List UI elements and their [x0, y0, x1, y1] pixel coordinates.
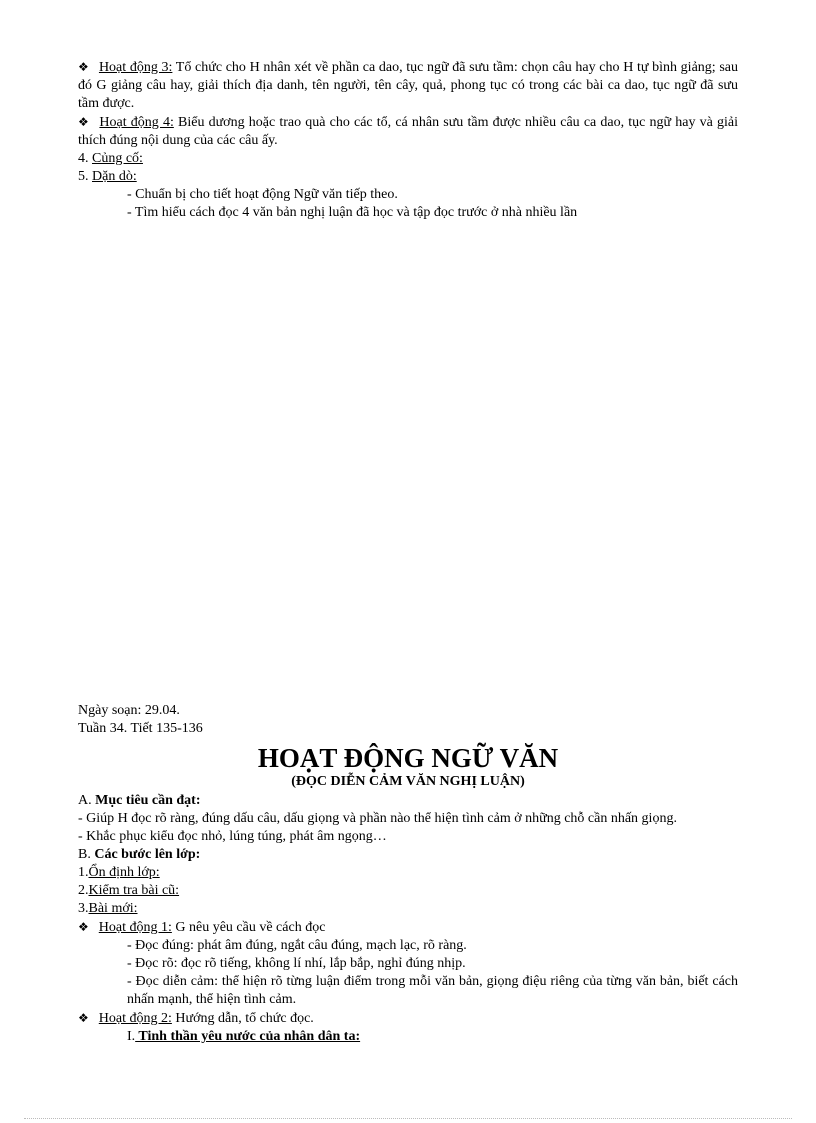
top-block: [78, 58, 738, 222]
activity-3-label: Hoạt động 3:: [98, 60, 173, 75]
week-period: Tuần 34. Tiết 135-136: [78, 721, 203, 736]
activity-4-text: Biểu dương hoặc trao quà cho các tổ, cá nhân sưu tầm được nhiều câu ca dao, tục ngữ hay và giải thích đúng nội dung của các câu ấy.: [78, 115, 738, 148]
step-3-number: 3.: [78, 901, 89, 916]
activity-1-label: Hoạt động 1:: [98, 920, 172, 935]
step-2-number: 2.: [78, 883, 89, 898]
section-b-heading: [78, 846, 738, 864]
activity-4-label: Hoạt động 4:: [99, 115, 174, 130]
step-2-label: Kiểm tra bài cũ:: [88, 883, 180, 898]
objective-item: - Khắc phục kiểu đọc nhỏ, lúng túng, phát âm ngọng…: [78, 829, 387, 844]
section-b-prefix: B.: [78, 847, 95, 862]
section-i-number: I.: [127, 1029, 136, 1044]
activity-2-label: Hoạt động 2:: [98, 1011, 172, 1026]
activity-2-paragraph: [78, 1009, 738, 1028]
activity-3-paragraph: [78, 58, 738, 113]
diamond-bullet-icon: ❖: [78, 115, 90, 129]
objective-item: - Giúp H đọc rõ ràng, đúng dấu câu, dấu giọng và phần nào thể hiện tình cảm ở những chỗ cần nhấn giọng.: [78, 811, 677, 826]
section-a-prefix: A.: [78, 793, 96, 808]
step-3: [78, 900, 738, 918]
step-1-label: Ổn định lớp:: [88, 865, 160, 880]
section-5-number: 5.: [78, 169, 92, 184]
section-5-item: - Chuẩn bị cho tiết hoạt động Ngữ văn tiếp theo.: [127, 187, 398, 202]
section-4-number: 4.: [78, 151, 92, 166]
activity-3-text: Tổ chức cho H nhân xét về phần ca dao, tục ngữ đã sưu tầm: chọn câu hay cho H tự bình giảng; sau đó G giảng câu hay, giải thích địa danh, tên người, tên cây, quả, phong tục có trong các bài ca dao, tục ngữ đã sưu tầm được.: [78, 60, 738, 111]
section-5-item: - Tìm hiểu cách đọc 4 văn bản nghị luận đã học và tập đọc trước ở nhà nhiều lần: [127, 205, 578, 220]
section-b-title: Các bước lên lớp:: [94, 847, 201, 862]
prep-date: Ngày soạn: 29.04.: [78, 703, 180, 718]
activity-4-paragraph: [78, 113, 738, 150]
step-3-label: Bài mới:: [88, 901, 138, 916]
activity-2-text: Hướng dẫn, tổ chức đọc.: [171, 1011, 314, 1026]
page-bottom-divider: [24, 1118, 792, 1119]
diamond-bullet-icon: ❖: [78, 920, 89, 934]
activity-1-paragraph: [78, 918, 738, 937]
page-subtitle: (ĐỌC DIỄN CẢM VĂN NGHỊ LUẬN): [291, 774, 525, 789]
step-1: [78, 864, 738, 882]
section-a-title: Mục tiêu cần đạt:: [95, 793, 201, 808]
section-a-heading: [78, 792, 738, 810]
activity-1-text: G nêu yêu cầu về cách đọc: [171, 920, 326, 935]
reading-requirement-item: - Đọc rõ: đọc rõ tiếng, không lí nhí, lắp bắp, nghỉ đúng nhịp.: [127, 956, 466, 971]
reading-requirement-item: - Đọc diễn cảm: thể hiện rõ từng luận điểm trong mỗi văn bản, giọng điệu riêng của từng văn bản, biết cách nhấn mạnh, thể hiện tình cảm.: [127, 974, 738, 1007]
document-page: [78, 58, 738, 1044]
step-1-number: 1.: [78, 865, 89, 880]
reading-requirement-item: - Đọc đúng: phát âm đúng, ngắt câu đúng, mạch lạc, rõ ràng.: [127, 938, 467, 953]
section-5-heading: [78, 168, 738, 186]
diamond-bullet-icon: ❖: [78, 60, 89, 74]
diamond-bullet-icon: ❖: [78, 1011, 89, 1025]
section-4-heading: [78, 150, 738, 168]
section-i-title: Tinh thần yêu nước của nhân dân ta:: [135, 1029, 361, 1044]
page-title: HOẠT ĐỘNG NGỮ VĂN: [257, 743, 559, 773]
section-5-label: Dặn dò:: [92, 169, 137, 184]
section-i-heading: [78, 1028, 738, 1046]
section-4-label: Củng cố:: [92, 151, 143, 166]
step-2: [78, 882, 738, 900]
lesson-plan-block: [78, 702, 738, 1046]
